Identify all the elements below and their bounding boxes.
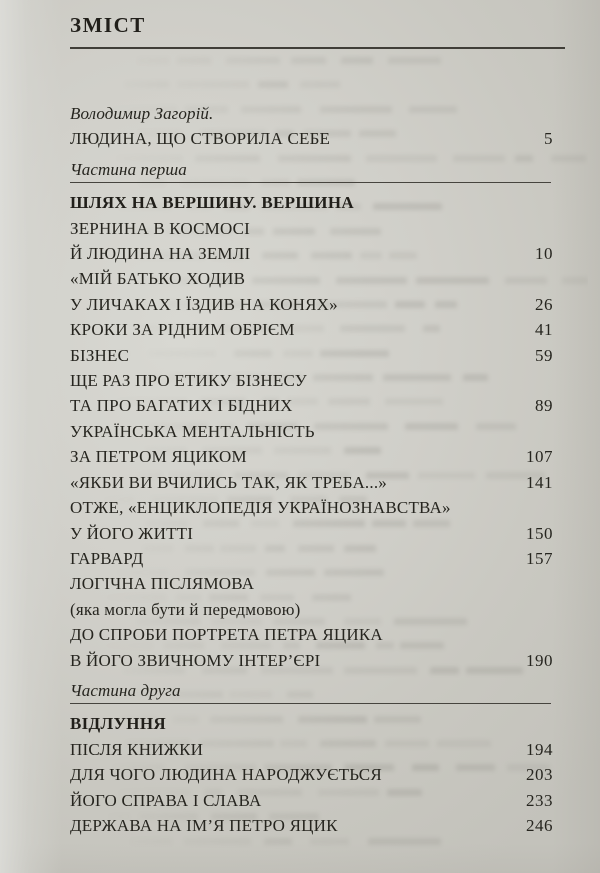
entry-last-line	[70, 343, 565, 368]
entry-line: ЗА ПЕТРОМ ЯЦИКОМ	[70, 447, 247, 467]
entry-last-line	[70, 241, 565, 266]
entry-line: Й ЛЮДИНА НА ЗЕМЛІ	[70, 244, 251, 264]
toc-entry-row	[70, 126, 565, 151]
title-rule	[70, 47, 565, 49]
entry-line: ЙОГО СПРАВА І СЛАВА	[70, 790, 262, 810]
toc-entry	[70, 419, 565, 470]
entry-page-number: 26	[535, 294, 553, 314]
entry-page-number: 203	[526, 765, 553, 785]
entry-page-number: 89	[535, 396, 553, 416]
entry-line: ЗЕРНИНА В КОСМОСІ	[70, 218, 251, 238]
author-line: Володимир Загорій.	[70, 104, 214, 123]
entry-page-number: 150	[526, 523, 553, 543]
entry-line: УКРАЇНСЬКА МЕНТАЛЬНІСТЬ	[70, 421, 315, 441]
entry-title: ЛЮДИНА, ЩО СТВОРИЛА СЕБЕ	[70, 129, 331, 149]
entry-line: ТА ПРО БАГАТИХ І БІДНИХ	[70, 396, 293, 416]
entry-line: ОТЖЕ, «ЕНЦИКЛОПЕДІЯ УКРАЇНОЗНАВСТВА»	[70, 498, 451, 518]
entry-line: ЛОГІЧНА ПІСЛЯМОВА	[70, 574, 255, 594]
entry-last-line	[70, 762, 565, 787]
toc-entry	[70, 317, 565, 342]
entry-last-line	[70, 648, 565, 673]
entry-line: ЩЕ РАЗ ПРО ЕТИКУ БІЗНЕСУ	[70, 371, 308, 391]
entry-line: В ЙОГО ЗВИЧНОМУ ІНТЕР’ЄРІ	[70, 650, 321, 670]
toc-entry	[70, 762, 565, 787]
entry-page-number: 59	[535, 345, 553, 365]
entry-last-line	[70, 292, 565, 317]
toc-entry	[70, 813, 565, 838]
entry-page-number: 107	[526, 447, 553, 467]
toc-entry	[70, 737, 565, 762]
part-heading: ВІДЛУННЯ	[70, 714, 166, 734]
entry-page-number: 141	[526, 472, 553, 492]
toc-entry	[70, 266, 565, 317]
entry-last-line	[70, 444, 565, 469]
toc-entry	[70, 343, 565, 368]
entry-line: «ЯКБИ ВИ ВЧИЛИСЬ ТАК, ЯК ТРЕБА...»	[70, 472, 387, 492]
part-label: Частина друга	[70, 678, 551, 704]
toc-entry	[70, 571, 565, 673]
entry-line: (яка могла бути й передмовою)	[70, 599, 301, 619]
entry-last-line	[70, 521, 565, 546]
entry-line: ПІСЛЯ КНИЖКИ	[70, 739, 204, 759]
toc-entry	[70, 546, 565, 571]
entry-line: КРОКИ ЗА РІДНИМ ОБРІЄМ	[70, 320, 295, 340]
part-heading: ШЛЯХ НА ВЕРШИНУ. ВЕРШИНА	[70, 193, 354, 213]
entry-page-number: 190	[526, 650, 553, 670]
entry-line: ДЕРЖАВА НА ІМ’Я ПЕТРО ЯЦИК	[70, 815, 338, 835]
entry-page-number: 233	[526, 790, 553, 810]
entry-line: ГАРВАРД	[70, 548, 144, 568]
entry-last-line	[70, 393, 565, 418]
entry-last-line	[70, 546, 565, 571]
toc-entry	[70, 495, 565, 546]
toc-entry	[70, 788, 565, 813]
entry-page-number: 157	[526, 548, 553, 568]
toc-entry	[70, 470, 565, 495]
entry-line: У ЛИЧАКАХ І ЇЗДИВ НА КОНЯХ»	[70, 294, 338, 314]
entry-last-line	[70, 788, 565, 813]
entry-page-number: 5	[544, 129, 553, 149]
contents-page	[70, 13, 565, 838]
entry-page-number: 194	[526, 739, 553, 759]
entry-line: БІЗНЕС	[70, 345, 130, 365]
entry-page-number: 246	[526, 815, 553, 835]
entry-line: У ЙОГО ЖИТТІ	[70, 523, 194, 543]
entry-line: ДО СПРОБИ ПОРТРЕТА ПЕТРА ЯЦИКА	[70, 625, 383, 645]
page-title: ЗМІСТ	[70, 13, 146, 37]
toc-entry	[70, 368, 565, 419]
entry-last-line	[70, 317, 565, 342]
entry-last-line	[70, 737, 565, 762]
part-label: Частина перша	[70, 157, 551, 183]
toc-entries	[70, 101, 565, 838]
entry-line: ДЛЯ ЧОГО ЛЮДИНА НАРОДЖУЄТЬСЯ	[70, 765, 382, 785]
entry-last-line	[70, 470, 565, 495]
entry-line: «МІЙ БАТЬКО ХОДИВ	[70, 269, 246, 289]
toc-entry	[70, 216, 565, 267]
entry-page-number: 10	[535, 244, 553, 264]
entry-page-number: 41	[535, 320, 553, 340]
entry-last-line	[70, 813, 565, 838]
